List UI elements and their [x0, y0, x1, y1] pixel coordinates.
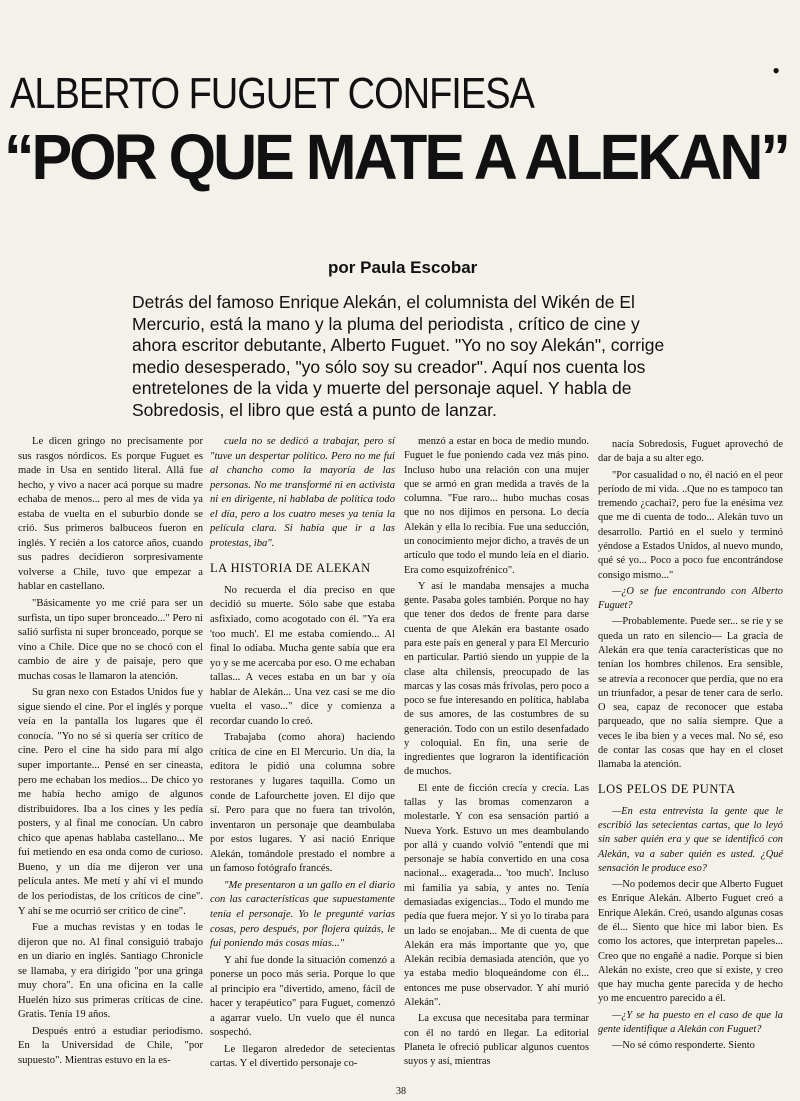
- body-paragraph: cuela no se dedicó a trabajar, pero sí "tuve un despertar político. Pero no me fui al chancho como la mayoría de las personas. No me transformé ni en activista ni en dirigente, ni hablaba de política todo el día, pero a los cuatro meses ya tenía la película clara. Si había que ir a las protestas, iba".: [210, 436, 395, 549]
- section-heading: LA HISTORIA DE ALEKAN: [210, 561, 371, 576]
- body-column-2: [210, 435, 395, 1074]
- body-paragraph: La excusa que necesitaba para terminar con él no tardó en llegar. La editorial Planeta le ofreció publicar algunos cuentos suyos y así, mientras: [404, 1013, 589, 1068]
- body-paragraph: No recuerda el día preciso en que decidió su muerte. Sólo sabe que estaba asfixiado, como acogotado con él. "Ya era 'too much'. El me estaba comiendo... Al final lo odiaba. Mucha gente sabía que era yo y se me acercaba por eso. O me echaban tallas... A veces estaba en un bar y oía hablar de Alekán... Una vez casi se me dio vuelta el vaso..." dice y comienza a recordar cuando lo creó.: [210, 584, 395, 727]
- body-paragraph: menzó a estar en boca de medio mundo. Fuguet le fue poniendo cada vez más pino. Incluso hubo una relación con una mujer que se armó en gran medida a través de la columna. "Fue raro... hubo muchas cosas que no nos dijimos en persona. Lo decía Alekán y ella lo recibía. Fue una seducción, un conocimiento mejor dicho, a través de un artículo que todo el mundo leía en el diario. Era como esquizofrénico".: [404, 436, 589, 576]
- body-paragraph: —En esta entrevista la gente que le escribió las setecientas cartas, que lo leyó sin saber quién era y que se identificó con Alekán, va a saber quién es usted. ¿Qué sensación le produce eso?: [598, 805, 783, 874]
- lead-line: entretelones de la vida y muerte del personaje aquel. Y habla de: [132, 378, 632, 398]
- lead-line: Detrás del famoso Enrique Alekán, el columnista del Wikén de El: [132, 292, 635, 312]
- body-paragraph: Y así le mandaba mensajes a mucha gente. Pasaba goles también. Porque no hay que tener dos dedos de frente para darse cuenta de que Alekán era bastante osado para este país en general y para El Mercurio en particular. Partió siendo un yuppie de la clase alta chilensis, preocupado de las marcas y las cosas más frívolas, pero poco a poco se fue interesando en política, hablaba de sus amores, de las costumbres de su generación. Todo con un estilo desenfadado y coloquial. En fin, una serie de ingredientes que lograron la identificación de muchos.: [404, 580, 589, 778]
- body-paragraph: "Básicamente yo me crié para ser un surfista, un tipo super bronceado..." Pero ni salió surfista ni super bronceado, porque se vino a Chile. Dice que no se chocó con el cambio de aire y de paisaje, pero que muchas cosas le llamaron la atención.: [18, 598, 203, 682]
- body-paragraph: —No sé cómo responderte. Siento: [612, 1040, 755, 1052]
- body-paragraph: Después entró a estudiar periodismo. En la Universidad de Chile, "por supuesto". Mientras estuvo en la es-: [18, 1025, 203, 1066]
- body-paragraph: Y ahí fue donde la situación comenzó a ponerse un poco más seria. Porque lo que al principio era "divertido, ameno, fácil de hacer y terapéutico" para Fuguet, comenzó a agarrar vuelo. Un vuelo que él nunca sospechó.: [210, 954, 395, 1039]
- body-paragraph: Trabajaba (como ahora) haciendo crítica de cine en El Mercurio. Un día, la editora le pidió una columna sobre restoranes y lugares taquilla. Como un conde de Lafourchette joven. El dijo que sí. Pero para que no fuera tan trivolón, inventaron un personaje que deambulaba por estos lugares. Y así nació Enrique Alekán, tomándole prestado el nombre a un famoso fotógrafo francés.: [210, 732, 395, 875]
- lead-line: Sobredosis, el libro que está a punto de lanzar.: [132, 399, 497, 420]
- body-paragraph: —No podemos decir que Alberto Fuguet es Enrique Alekán. Alberto Fuguet creó a Enrique Alekán. Creó, usando algunas cosas de él... Siento que hice mi labor bien. Es como los actores, que interpretan papeles... Creo que no engañé a nadie. Porque si bien Alekán no existe, creo que sí existe, y creo que hay mucha gente parecida y de hecho yo me encuentro parecido a él.: [598, 879, 783, 1005]
- page-dot: •: [772, 58, 780, 83]
- body-paragraph: nacía Sobredosis, Fuguet aprovechó de dar de baja a su alter ego.: [598, 439, 783, 465]
- body-column-1: [18, 435, 203, 1071]
- body-paragraph: —¿Y se ha puesto en el caso de que la gente identifique a Alekán con Fuguet?: [598, 1009, 783, 1035]
- body-paragraph: Le llegaron alrededor de setecientas cartas. Y el divertido personaje co-: [210, 1043, 395, 1070]
- article-kicker: ALBERTO FUGUET CONFIESA: [10, 70, 534, 119]
- body-paragraph: Fue a muchas revistas y en todas le dijeron que no. Al final consiguió trabajo en un diario en inglés. Santiago Chronicle se llamaba, y era dirigido "por una gringa muy chora". En una oficina en la calle Huelén hizo sus primeras críticas de cine. Gratis. Tenía 19 años.: [18, 922, 203, 1021]
- article-byline: por Paula Escobar: [328, 258, 478, 277]
- body-paragraph: —Probablemente. Puede ser... se ríe y se queda un rato en silencio— La gracia de Alekán era que tenía características que no tenían los hombres chilenos. Era sensible, se atrevía a reconocer que perdía, que no era un triunfador, a pesar de tener cara de serlo. O sea, capaz de reconocer que estaba parqueado, que no salía siempre. Que a veces le iba bien y a veces mal. No sé, eso de contar las cosas que hay en el closet llamaba la atención.: [598, 616, 783, 771]
- body-column-4: [598, 438, 783, 1056]
- article-lead: [132, 292, 702, 421]
- section-heading: LOS PELOS DE PUNTA: [598, 782, 736, 797]
- body-paragraph: El ente de ficción crecía y crecía. Las tallas y las bromas comenzaron a molestarle. Y con esa sensación partió a Nueva York. Estuvo un mes deambulando por allá y cuando volvió "entendí que mi personaje se había convertido en una cosa nacional... exagerada... 'too much'. Incluso mi familia ya sabía, y antes no. Tenía demasiadas exigencias... Todo el mundo me pedía que fuera mejor. Y si yo lo tiraba para un lado se enojaban... Me di cuenta de que Alekán era más importante que yo, que Alekán recibía demasiada atención, que yo ya estaba medio bloqueándome con él... entonces me puse observador. Y ahí murió Alekán".: [404, 782, 589, 1008]
- body-paragraph: Su gran nexo con Estados Unidos fue y sigue siendo el cine. Por el inglés y porque veía en la pantalla los lugares que él conocía. "Yo no sé si quería ser crítico de cine. Pero el cine ha sido para mí algo super importante... Pensé en ser cineasta, pero me echaban los medios... De chico yo me había hecho amigo de algunos distribuidores. Iba a los cines y les pedía posters, y al final me conocían. Un cabro chico que apenas hablaba castellano... Me fui metiendo en esa onda como de curioso. Bueno, y un día me dijeron ver una película antes. Me metí y ahí vi el mundo de los periodistas, de los críticos de cine". Y ahí se me ocurrió ser crítico de cine".: [18, 687, 203, 917]
- lead-line: Mercurio, está la mano y la pluma del periodista , crítico de cine y: [132, 313, 640, 334]
- lead-line: ahora escritor debutante, Alberto Fuguet. "Yo no soy Alekán", corrige: [132, 335, 665, 355]
- body-paragraph: Le dicen gringo no precisamente por sus rasgos nórdicos. Es porque Fuguet es made in Usa en sentido literal. Allá fue hecho, y vivo a nacer acá porque su madre echaba de menos... pero al mes de vida ya estaba de vuelta en el suburbio donde se crió. Sus primeros balbuceos fueron en inglés. Y recién a los catorce años, cuando sus padres decidieron sorpresivamente volverse a Chile, tuvo que empezar a hablar en castellano.: [18, 436, 203, 593]
- page-number: 38: [396, 1086, 406, 1097]
- article-headline: “POR QUE MATE A ALEKAN”: [4, 121, 788, 193]
- lead-line: medio desesperado, "yo sólo soy su creador". Aquí nos cuenta los: [132, 356, 646, 377]
- body-column-3: [404, 435, 589, 1071]
- body-paragraph: "Me presentaron a un gallo en el diario con las características que supuestamente tenía el personaje. Yo le pregunté varias cosas, pero después, por flojera quizás, le fui poniendo más cosas mías...": [210, 879, 395, 950]
- body-paragraph: "Por casualidad o no, él nació en el peor período de mi vida. ..Que no es tampoco tan tremendo ¿cachai?, pero fue la enésima vez que me di cuenta de todo... Alekán tuvo un desarrollo. Partió en el suelo y terminó yéndose a Estados Unidos, al nuevo mundo, qué sé yo... Poco a poco fue encontrándose consigo mismo...": [598, 469, 783, 581]
- body-paragraph: —¿O se fue encontrando con Alberto Fuguet?: [598, 585, 783, 612]
